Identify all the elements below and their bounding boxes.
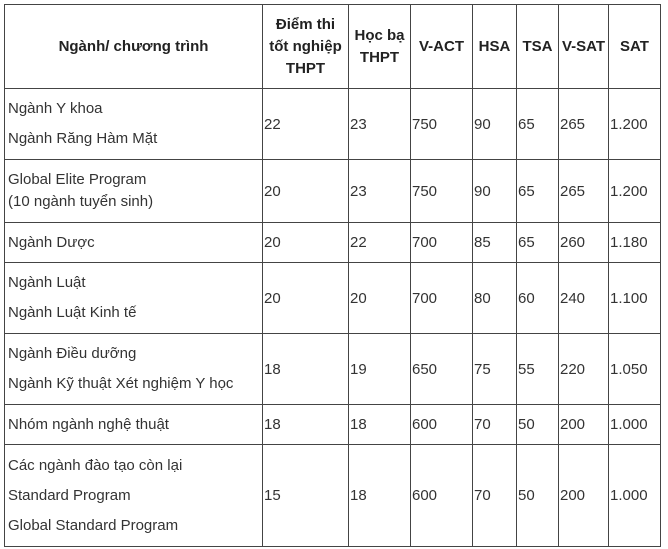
cell-graduation-exam: 15 xyxy=(263,445,349,547)
cell-transcript: 23 xyxy=(349,89,411,160)
cell-hsa: 80 xyxy=(473,263,517,334)
cell-tsa: 65 xyxy=(517,223,559,263)
cell-tsa: 55 xyxy=(517,334,559,405)
cell-transcript: 23 xyxy=(349,160,411,223)
table-row xyxy=(5,223,661,263)
table-row xyxy=(5,263,661,334)
cell-sat: 1.100 xyxy=(609,263,661,334)
cell-vsat: 240 xyxy=(559,263,609,334)
header-program: Ngành/ chương trình xyxy=(5,5,263,89)
cell-vact: 750 xyxy=(411,160,473,223)
program-cell: Global Elite Program (10 ngành tuyển sinh) xyxy=(5,160,263,223)
program-cell: Ngành Dược xyxy=(5,223,263,263)
cell-vsat: 200 xyxy=(559,405,609,445)
cell-vsat: 200 xyxy=(559,445,609,547)
cell-graduation-exam: 20 xyxy=(263,160,349,223)
cell-hsa: 75 xyxy=(473,334,517,405)
header-transcript: Học bạ THPT xyxy=(349,5,411,89)
table-header-row xyxy=(5,5,661,89)
header-vsat: V-SAT xyxy=(559,5,609,89)
cell-hsa: 85 xyxy=(473,223,517,263)
cell-tsa: 50 xyxy=(517,445,559,547)
cell-vact: 700 xyxy=(411,223,473,263)
cell-vact: 650 xyxy=(411,334,473,405)
header-sat: SAT xyxy=(609,5,661,89)
table-row xyxy=(5,334,661,405)
cell-graduation-exam: 22 xyxy=(263,89,349,160)
cell-sat: 1.000 xyxy=(609,405,661,445)
cell-sat: 1.000 xyxy=(609,445,661,547)
cell-transcript: 18 xyxy=(349,445,411,547)
cell-graduation-exam: 20 xyxy=(263,263,349,334)
cell-vact: 600 xyxy=(411,445,473,547)
cell-sat: 1.050 xyxy=(609,334,661,405)
cell-vact: 700 xyxy=(411,263,473,334)
cell-transcript: 19 xyxy=(349,334,411,405)
header-tsa: TSA xyxy=(517,5,559,89)
program-cell: Nhóm ngành nghệ thuật xyxy=(5,405,263,445)
cell-vsat: 220 xyxy=(559,334,609,405)
table-row xyxy=(5,445,661,547)
cell-transcript: 22 xyxy=(349,223,411,263)
cell-vact: 750 xyxy=(411,89,473,160)
cell-vsat: 265 xyxy=(559,89,609,160)
program-cell: Ngành Y khoa Ngành Răng Hàm Mặt xyxy=(5,89,263,160)
cell-tsa: 60 xyxy=(517,263,559,334)
cell-sat: 1.200 xyxy=(609,160,661,223)
cell-graduation-exam: 18 xyxy=(263,334,349,405)
cell-sat: 1.200 xyxy=(609,89,661,160)
cell-transcript: 18 xyxy=(349,405,411,445)
table-row xyxy=(5,160,661,223)
cell-hsa: 90 xyxy=(473,89,517,160)
cell-hsa: 90 xyxy=(473,160,517,223)
header-graduation-exam: Điểm thi tốt nghiệp THPT xyxy=(263,5,349,89)
cell-sat: 1.180 xyxy=(609,223,661,263)
admission-score-table xyxy=(4,4,661,547)
cell-hsa: 70 xyxy=(473,445,517,547)
header-hsa: HSA xyxy=(473,5,517,89)
cell-hsa: 70 xyxy=(473,405,517,445)
header-vact: V-ACT xyxy=(411,5,473,89)
cell-vact: 600 xyxy=(411,405,473,445)
cell-vsat: 260 xyxy=(559,223,609,263)
cell-tsa: 65 xyxy=(517,160,559,223)
cell-tsa: 65 xyxy=(517,89,559,160)
program-cell: Ngành Điều dưỡng Ngành Kỹ thuật Xét nghiệm Y học xyxy=(5,334,263,405)
cell-tsa: 50 xyxy=(517,405,559,445)
cell-graduation-exam: 20 xyxy=(263,223,349,263)
cell-transcript: 20 xyxy=(349,263,411,334)
table-row xyxy=(5,89,661,160)
table-row xyxy=(5,405,661,445)
program-cell: Ngành Luật Ngành Luật Kinh tế xyxy=(5,263,263,334)
cell-graduation-exam: 18 xyxy=(263,405,349,445)
program-cell: Các ngành đào tạo còn lại Standard Program Global Standard Program xyxy=(5,445,263,547)
cell-vsat: 265 xyxy=(559,160,609,223)
